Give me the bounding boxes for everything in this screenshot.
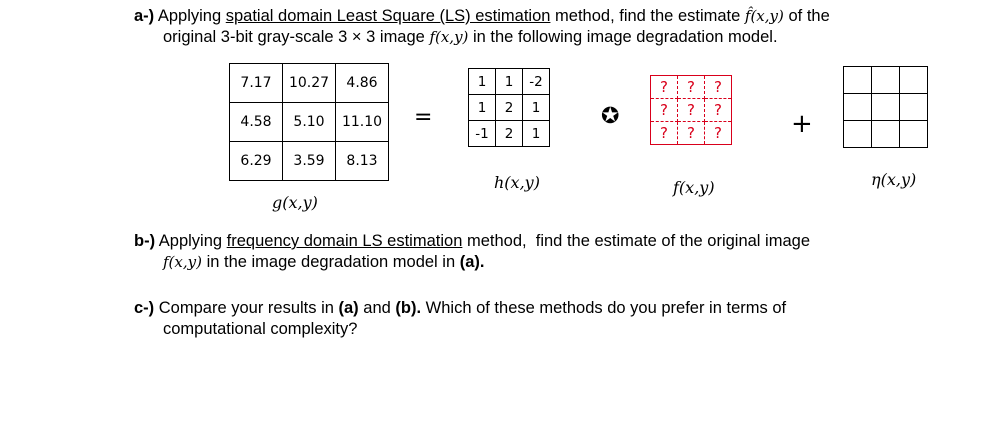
g-label: g(x,y) <box>272 193 318 212</box>
matrix-cell <box>844 121 872 148</box>
part-c-ref-a: (a) <box>338 299 359 317</box>
plus-sign: + <box>791 109 813 139</box>
matrix-cell: 7.17 <box>230 64 283 103</box>
matrix-cell <box>872 94 900 121</box>
matrix-cell: -1 <box>469 121 496 147</box>
convolution-icon: ✪ <box>601 104 620 129</box>
part-c-text: Compare your results in <box>158 299 334 317</box>
matrix-cell: 1 <box>469 69 496 95</box>
part-b-text: Applying <box>158 232 223 250</box>
part-c-ref-b: (b). <box>395 299 422 317</box>
matrix-cell: 5.10 <box>283 103 336 142</box>
matrix-row <box>844 67 928 94</box>
f-matrix <box>650 75 732 145</box>
matrix-cell: 8.13 <box>336 142 389 181</box>
matrix-cell: -2 <box>523 69 550 95</box>
part-a-line1 <box>134 7 830 26</box>
part-c-label: c-) <box>134 299 155 317</box>
matrix-row <box>469 69 550 95</box>
part-b-image-symbol: f(x,y) <box>163 253 202 271</box>
part-c-and: and <box>363 299 391 317</box>
matrix-cell: ? <box>705 122 732 145</box>
matrix-cell <box>900 67 928 94</box>
matrix-cell: 4.58 <box>230 103 283 142</box>
part-a-text2: method, find the estimate <box>555 7 741 25</box>
part-b-ref: (a). <box>459 253 485 271</box>
part-a-line2 <box>163 28 778 47</box>
matrix-cell: ? <box>678 99 705 122</box>
part-b-line2 <box>163 253 485 272</box>
image-symbol: f(x,y) <box>429 28 469 46</box>
part-c-line2 <box>163 320 357 339</box>
matrix-cell <box>844 67 872 94</box>
matrix-cell: ? <box>651 99 678 122</box>
matrix-cell <box>872 67 900 94</box>
matrix-cell: ? <box>651 76 678 99</box>
part-b-line2-text: in the image degradation model in <box>206 253 456 271</box>
h-label: h(x,y) <box>494 173 540 192</box>
matrix-cell: 1 <box>523 95 550 121</box>
matrix-row <box>844 121 928 148</box>
f-label: f(x,y) <box>673 178 715 197</box>
part-b-text2: method, find the estimate of the original image <box>466 232 810 250</box>
matrix-cell: 3.59 <box>283 142 336 181</box>
part-a-method: spatial domain Least Square (LS) estimation <box>225 7 551 25</box>
h-matrix <box>468 68 550 147</box>
matrix-cell: ? <box>705 76 732 99</box>
matrix-cell: 11.10 <box>336 103 389 142</box>
matrix-row <box>230 64 389 103</box>
matrix-row <box>469 95 550 121</box>
matrix-cell <box>872 121 900 148</box>
matrix-cell <box>844 94 872 121</box>
matrix-cell: 1 <box>496 69 523 95</box>
part-a-line2-text: original 3-bit gray-scale 3 × 3 image <box>163 28 425 46</box>
noise-label: η(x,y) <box>871 170 917 189</box>
matrix-cell: 10.27 <box>283 64 336 103</box>
matrix-row <box>651 122 732 145</box>
estimate-symbol: f̂(x,y) <box>744 7 784 25</box>
matrix-cell: ? <box>705 99 732 122</box>
part-a-text3: of the <box>788 7 830 25</box>
part-c-line1 <box>134 299 786 318</box>
matrix-row <box>230 142 389 181</box>
part-a-label: a-) <box>134 7 155 25</box>
g-matrix <box>229 63 389 181</box>
matrix-row <box>651 99 732 122</box>
matrix-row <box>469 121 550 147</box>
matrix-cell <box>900 121 928 148</box>
matrix-cell: 1 <box>523 121 550 147</box>
part-c-line2-text: computational complexity? <box>163 320 358 338</box>
matrix-cell: ? <box>651 122 678 145</box>
part-a-text: Applying <box>157 7 222 25</box>
part-b-label: b-) <box>134 232 156 250</box>
noise-matrix <box>843 66 928 148</box>
matrix-cell: 6.29 <box>230 142 283 181</box>
matrix-cell: ? <box>678 122 705 145</box>
matrix-cell: 4.86 <box>336 64 389 103</box>
matrix-cell: 2 <box>496 95 523 121</box>
matrix-cell <box>900 94 928 121</box>
matrix-cell: 2 <box>496 121 523 147</box>
part-c-text2: Which of these methods do you prefer in terms of <box>425 299 787 317</box>
part-a-line2-end: in the following image degradation model. <box>473 28 778 46</box>
matrix-row <box>651 76 732 99</box>
matrix-cell: ? <box>678 76 705 99</box>
matrix-row <box>230 103 389 142</box>
matrix-row <box>844 94 928 121</box>
equals-sign: = <box>414 105 433 130</box>
part-b-method: frequency domain LS estimation <box>226 232 463 250</box>
matrix-cell: 1 <box>469 95 496 121</box>
part-b-line1 <box>134 232 810 251</box>
